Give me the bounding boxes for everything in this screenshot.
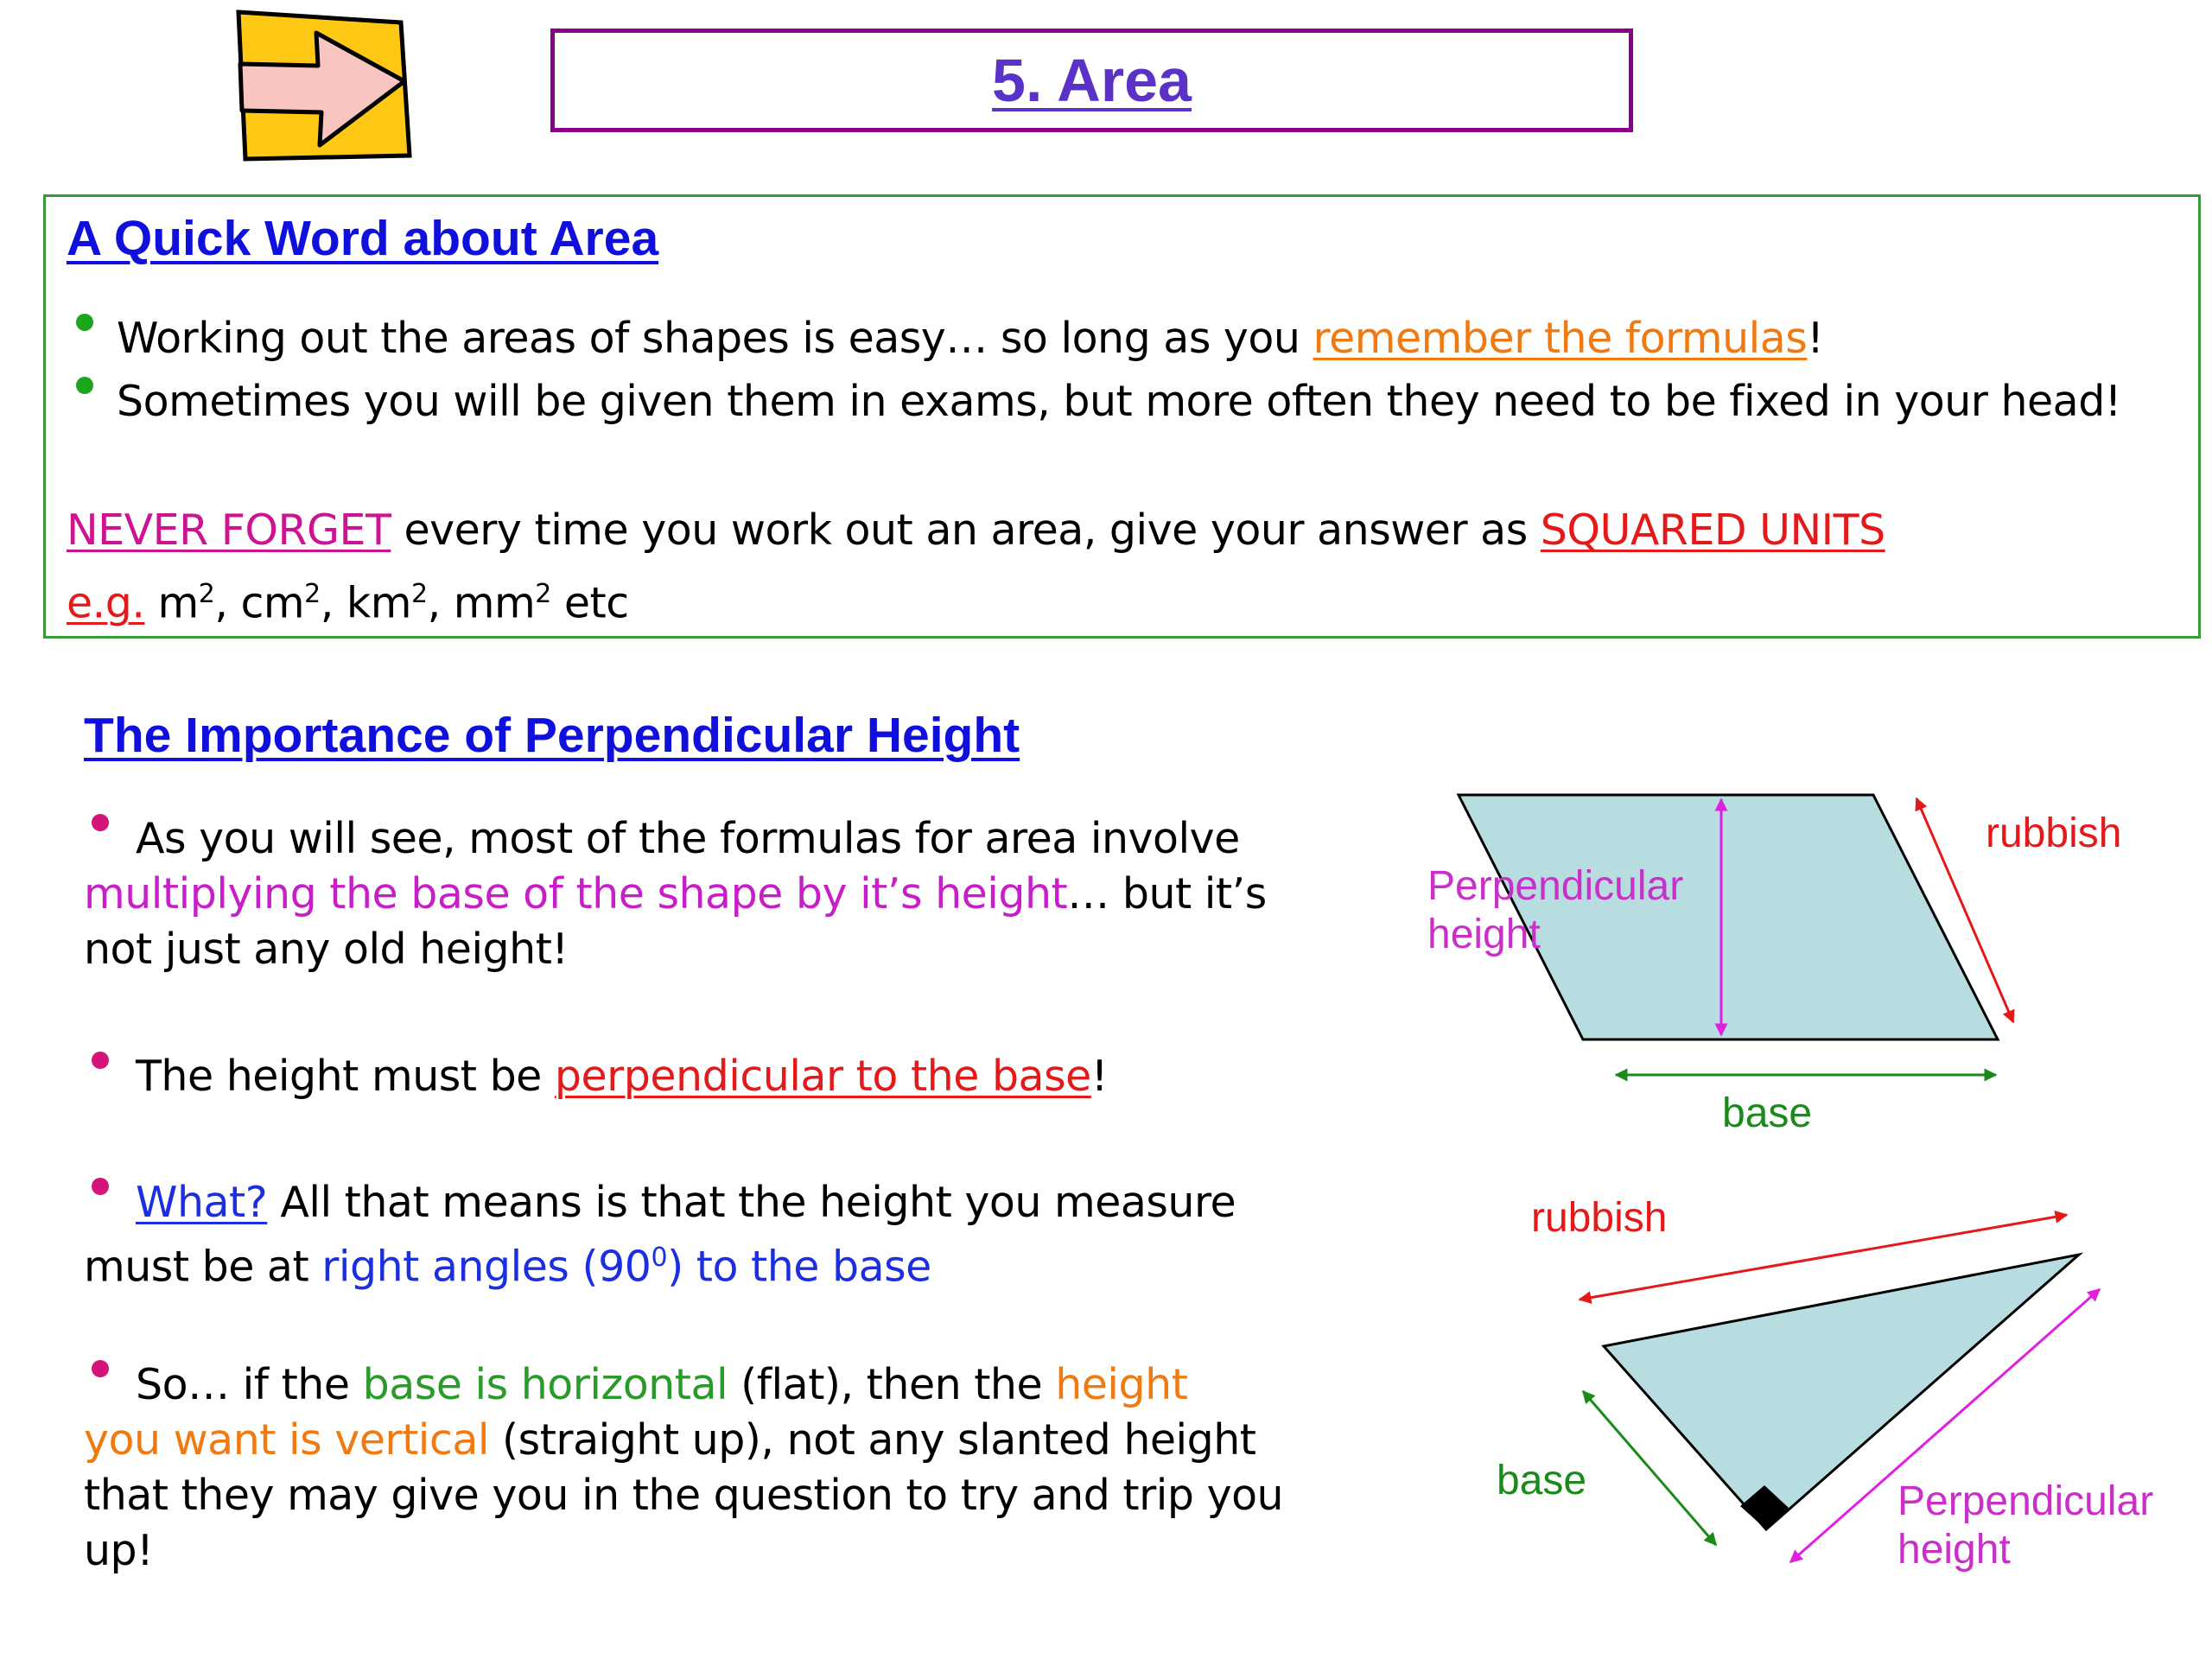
squared-units-text: SQUARED UNITS — [1540, 505, 1885, 555]
unit-mm: mm — [453, 578, 536, 628]
perp-b4-pre: So… if the — [136, 1360, 363, 1409]
unit-m: m — [157, 578, 199, 628]
diagram1-perp-label-line1: Perpendicular — [1427, 863, 1684, 909]
never-forget-text: NEVER FORGET — [67, 505, 391, 555]
perpendicular-heading: The Importance of Perpendicular Height — [84, 708, 1020, 763]
diagram2-base-label: base — [1497, 1458, 1587, 1503]
right-angles-end: ) to the base — [667, 1242, 931, 1292]
perp-b4-line4: up! — [84, 1526, 154, 1575]
base-horizontal-text: base is horizontal — [362, 1360, 728, 1409]
unit-exp: 2 — [198, 579, 215, 609]
page-title: 5. Area — [992, 47, 1192, 114]
height-text: height — [1055, 1360, 1188, 1409]
units-line: e.g. $m^2$, $cm^2$, $km^2$, $mm^2$ etc — [67, 578, 629, 628]
unit-exp: 2 — [411, 579, 428, 609]
quick-bullet-1-end: ! — [1807, 314, 1824, 363]
perp-b2-pre: The height must be — [136, 1052, 555, 1101]
diagram1-perp-label-line2: height — [1427, 912, 1541, 957]
multiplying-text: multiplying the base of the shape by it’s height — [84, 869, 1068, 918]
degree-sup: 0 — [651, 1243, 668, 1273]
vertical-text: you want is vertical — [84, 1415, 489, 1465]
quick-bullet-1-text: Working out the areas of shapes is easy… so long as you — [117, 314, 1313, 363]
eg-text: e.g. — [67, 578, 145, 628]
diagram1-perp-label — [1427, 862, 1683, 959]
unit-km: km — [346, 578, 412, 628]
diagram1-base-label: base — [1722, 1090, 1813, 1136]
diagram2-perp-label-line1: Perpendicular — [1897, 1478, 2154, 1524]
diagram1-rubbish-label: rubbish — [1986, 810, 2122, 856]
diagram2-perp-label — [1897, 1478, 2153, 1574]
unit-cm: cm — [240, 578, 305, 628]
unit-exp: 2 — [304, 579, 321, 609]
perp-b1-line1: As you will see, most of the formulas for area involve — [136, 814, 1240, 863]
perp-b4-line3: that they may give you in the question to try and trip you — [84, 1471, 1284, 1520]
remember-formulas-text: remember the formulas — [1313, 314, 1808, 363]
diagram2-perp-label-line2: height — [1897, 1527, 2011, 1573]
quick-bullet-2: Sometimes you will be given them in exams, but more often they need to be fixed in your head! — [117, 377, 2121, 426]
perp-b3-l2-pre: must be at — [84, 1242, 322, 1292]
unit-exp: 2 — [535, 579, 551, 609]
perp-b1-line3: not just any old height! — [84, 925, 569, 974]
unit-etc: etc — [563, 578, 629, 628]
perp-b4-l2-rest: (straight up), not any slanted height — [488, 1415, 1256, 1465]
never-forget-mid: every time you work out an area, give your answer as — [391, 505, 1541, 555]
perp-b4-mid: (flat), then the — [728, 1360, 1056, 1409]
perp-b3-rest: All that means is that the height you measure — [267, 1178, 1236, 1227]
perp-b1-line2-rest: … but it’s — [1067, 869, 1267, 918]
perpendicular-to-base-text: perpendicular to the base — [554, 1052, 1091, 1101]
right-angles-text: right angles (90 — [321, 1242, 652, 1292]
quick-word-heading: A Quick Word about Area — [67, 211, 659, 266]
diagram2-rubbish-label: rubbish — [1531, 1195, 1668, 1241]
what-link[interactable]: What? — [136, 1178, 268, 1227]
perp-b2-end: ! — [1090, 1052, 1108, 1101]
